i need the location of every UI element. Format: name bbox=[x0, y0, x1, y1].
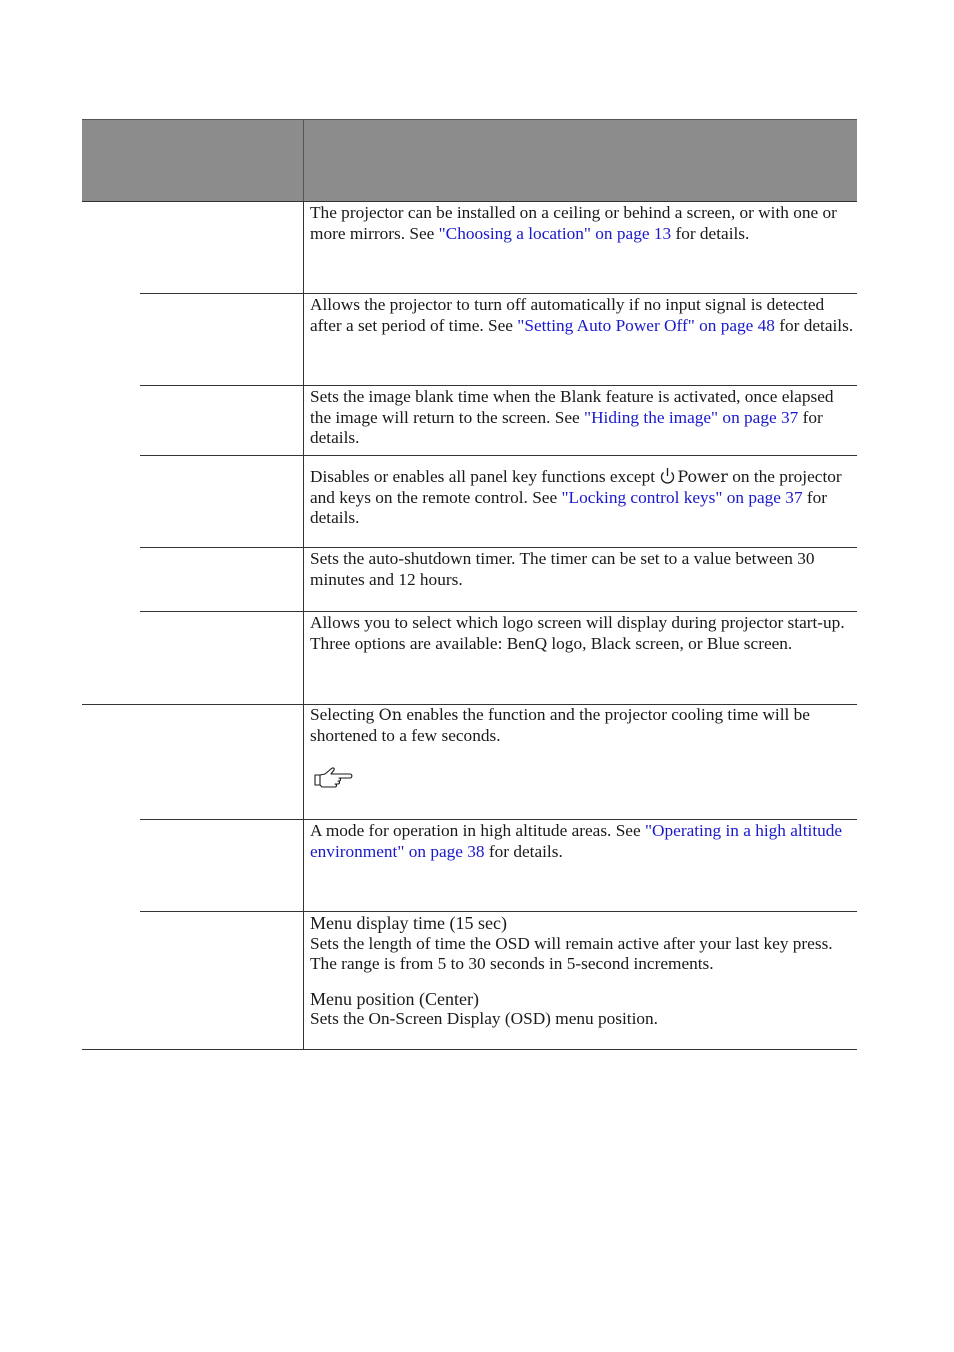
row-divider bbox=[140, 819, 857, 820]
on-key-label: On bbox=[378, 705, 403, 724]
description-text: Sets the length of time the OSD will remain active after your last key press. The range is from 5 to 30 seconds in 5-second increments. bbox=[310, 933, 833, 973]
row-divider bbox=[82, 1049, 857, 1050]
row-description bbox=[310, 549, 855, 590]
description-text: A mode for operation in high altitude areas. See bbox=[310, 821, 645, 840]
description-text: Sets the image blank time when the Blank feature is activated, once elapsed the image will return to the screen. See bbox=[310, 387, 834, 427]
description-text: on the projector and keys on the remote control. See bbox=[310, 467, 842, 507]
description-text: enables the function and the projector cooling time will be shortened to a few seconds. bbox=[310, 705, 810, 745]
description-text: Allows you to select which logo screen will display during projector start-up. Three options are available: BenQ logo, Black screen, or Blue screen. bbox=[310, 613, 845, 653]
row-description bbox=[310, 613, 855, 654]
row-description bbox=[310, 705, 855, 746]
description-text: Sets the On-Screen Display (OSD) menu position. bbox=[310, 1009, 658, 1028]
description-text: for details. bbox=[310, 487, 828, 527]
cross-reference-link[interactable]: "Locking control keys" on page 37 bbox=[561, 487, 803, 507]
cross-reference-link[interactable]: "Choosing a location" on page 13 bbox=[438, 223, 672, 243]
description-text: for details. bbox=[484, 841, 563, 861]
description-text: for details. bbox=[671, 223, 750, 243]
row-divider bbox=[82, 201, 857, 202]
description-text: for details. bbox=[310, 407, 823, 447]
row-description bbox=[310, 387, 855, 449]
note-hand-icon bbox=[313, 766, 353, 788]
header-column-divider bbox=[303, 120, 304, 201]
row-description bbox=[310, 295, 855, 336]
description-text: Disables or enables all panel key functions except bbox=[310, 467, 660, 486]
cross-reference-link[interactable]: "Hiding the image" on page 37 bbox=[584, 407, 799, 427]
row-description bbox=[310, 913, 855, 1030]
row-divider bbox=[140, 293, 857, 294]
power-icon bbox=[659, 467, 676, 485]
row-description bbox=[310, 467, 855, 529]
row-divider bbox=[140, 911, 857, 912]
cross-reference-link[interactable]: "Setting Auto Power Off" on page 48 bbox=[517, 315, 775, 335]
row-divider bbox=[140, 455, 857, 456]
description-text: for details. bbox=[774, 315, 854, 335]
description-text: Allows the projector to turn off automatically if no input signal is detected after a set period of time. See bbox=[310, 295, 825, 335]
description-text: The projector can be installed on a ceiling or behind a screen, or with one or more mirrors. See bbox=[310, 203, 837, 243]
submenu-title: Menu position (Center) bbox=[310, 988, 479, 1009]
submenu-title: Menu display time (15 sec) bbox=[310, 913, 507, 933]
row-description bbox=[310, 203, 855, 244]
row-divider bbox=[140, 611, 857, 612]
power-key-label: Power bbox=[677, 467, 728, 486]
description-text: Sets the auto-shutdown timer. The timer can be set to a value between 30 minutes and 12 hours. bbox=[310, 549, 815, 589]
table-header bbox=[82, 119, 857, 202]
row-description bbox=[310, 821, 855, 862]
row-divider bbox=[140, 547, 857, 548]
cross-reference-link[interactable]: "Operating in a high altitude environment" on page 38 bbox=[310, 821, 843, 861]
column-divider bbox=[303, 202, 304, 1049]
description-text: Selecting bbox=[310, 705, 379, 724]
row-divider bbox=[140, 385, 857, 386]
